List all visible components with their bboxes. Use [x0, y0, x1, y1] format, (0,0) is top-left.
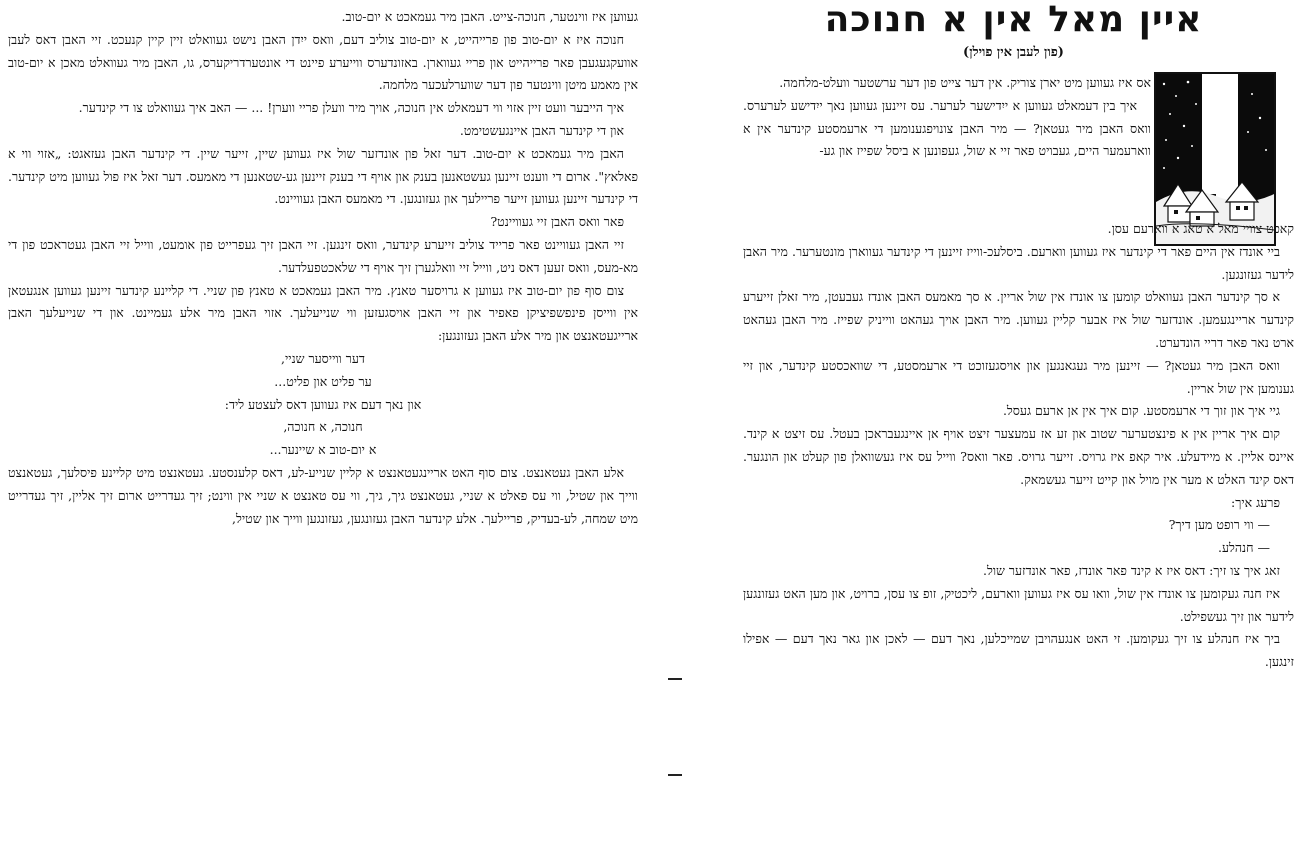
paragraph: איז חנה געקומען צו אונדז אין שול, וואו עס איז געווען ווארעם, ליכטיק, זופ צו עסן, ברויט, און מען האט געזונגען לידער און זיך געשפילט.: [743, 585, 1294, 624]
left-column-text: [8, 6, 638, 530]
paragraph: א סך קינדער האבן געוואלט קומען צו אונדז אין שול אריין. א סך מאמעס האבן אונדז געבעטן, מיר זאלן זייערע קינדער אריינגעמען. אונדזער שול איז אבער קליין געווען. מיר האבן אויך געהאט ווייניק שפייז. מיר האבן געהאט ארט נאר פאר דריי הונדערט.: [743, 289, 1294, 350]
margin-mark: [668, 678, 682, 680]
paragraph: איך בין דעמאלט געווען א ייִדישער לערער. עס זיינען געווען נאך ייִדישע לערערס. וואס האבן מיר געטאן? — מיר האבן צונויפגענומען די ארעמסטע קינדער אין א ווארעמער היים, געבויט פאר זיי א שול, געפונען א ביסל שפייז און גע-: [743, 97, 1151, 159]
paragraph: פאר וואס האבן זיי געוויינט?: [490, 214, 624, 230]
paragraph: אלע האבן געטאנצט. צום סוף האט אריינגעטאנצט א קליין שנייע-לע, דאס קלענסטע. געטאנצט מיט קליינע פיסלעך, געטאנצט ווייך און שטיל, ווי עס פאלט א שניי, געטאנצט גיך, גיך, ווי עס טאנצט א שניי אין ווינט; זיך געדרייט ארום זיך אליין, זיך געדרייט מיט שמחה, לע-בעדיק, פריילעך. אלע קינדער האבן געזונגען, געזונגען ווייך און שטיל,: [8, 464, 638, 526]
story-subtitle: (פון לעבן אין פוילן): [963, 45, 1064, 60]
paragraph: געווען איז ווינטער, חנוכה-צייט. האבן מיר געמאכט א יום-טוב.: [341, 9, 638, 24]
paragraph: זיי האבן געוויינט פאר פרייד צוליב זייערע קינדער, וואס זינגען. זיי האבן זיך געפרייט פון אומעט, ווייל זיי האבן געטראכט פון די מא-מעס, וואס זעען דאס ניט, ווייל זיי וואלגערן זיך אויף די שלאכטפעלדער.: [8, 236, 638, 275]
paragraph: צום סוף פון יום-טוב איז געווען א גרויסער טאנץ. מיר האבן געמאכט א טאנץ פון שניי. די קליינע קינדער זיינען געווען אנגעטאן אין ווייסן פינפשפיציקן פאפיר און זיי האבן אויסגעזען ווי שנייעלעך. אזוי האבן מיר אלע געמיינט. און די שנייעלעך האבן ארייגעטאנצט און מיר אלע האבן געזונגען:: [8, 282, 638, 344]
paragraph: חנוכה איז א יום-טוב פון פרייהייט, א יום-טוב צוליב דעם, וואס ייִדן האבן נישט געוואלט זיין קיין קנעכט. זיי האבן דאס לעבן אוועקגעגעבן פאר פרייהייט און פריי געווארן. באזונדערס ווייערע פיינט די אונטערדריקערס, גו, האבן מיר געוואלט מאכן א יום-טוב אין מאמע מיטן ווינטער פון דער שווערלעכער מלחמה.: [8, 31, 638, 93]
paragraph: און די קינדער האבן איינגעשטימט.: [459, 122, 624, 138]
paragraph: קאכט צוויי מאל א טאג א ווארעם עסן.: [1107, 221, 1294, 236]
dialog-line: — חנהלע.: [1217, 540, 1270, 556]
left-page: [0, 0, 650, 867]
paragraph: זאג איך צו זיך: דאס איז א קינד פאר אונדז, פאר אונדזער שול.: [983, 562, 1280, 578]
verse-line: חנוכה, א חנוכה,: [283, 419, 363, 435]
paragraph: וואס האבן מיר געטאן? — זיינען מיר געגאנגען און אויסגעזוכט די ארעמסטע, די שוואכסטע קינדער, און זיי גענומען אין שול אריין.: [743, 357, 1294, 396]
verse-line: און נאך דעם איז געווען דאס לעצטע ליד:: [224, 396, 422, 412]
verse-line: ער פליט און פליט...: [274, 373, 372, 389]
verse-line: דער ווייסער שניי,: [281, 350, 365, 366]
margin-mark: [668, 774, 682, 776]
dialog-line: — ווי רופט מען דיך?: [1168, 517, 1270, 533]
paragraph: ביך איז חנהלע צו זיך געקומען. זי האט אנגעהויבן שמייכלען, נאך דעם — לאכן און גאר נאך דעם — אפילו זינגען.: [743, 631, 1294, 670]
verse-line: א יום-טוב א שיינער...: [269, 442, 377, 458]
paragraph: האבן מיר געמאכט א יום-טוב. דער זאל פון אונדזער שול איז געווען שיין, זייער שיין. די קינדער האבן געזאגט: „אזוי ווי א פאלאץ". ארום די ווענט זיינען געשטאנען בענק און אויף די בענק זיינען גע-שטאנען די מאמעס. דער זאל איז פול געווען מיט קינדער. די קינדער זיינען געווען זייער פריילעך און געזונגען. די מאמעס האבן געוויינט.: [8, 145, 638, 207]
paragraph: ביי אונדז אין היים פאר די קינדער איז געווען ווארעם. ביסלעכ-ווייז זיינען די קינדער געווארן מונטערער. מיר האבן לידער געזונגען.: [743, 243, 1294, 282]
story-title: איין מאל אין א חנוכה: [824, 0, 1203, 40]
paragraph: קום איך אריין אין א פינצטערער שטוב און זע אז עמעצער זיצט אויף אן איינגעבראכן בעטל. עס זיצט א קינד. איינס אליין. א מיידעלע. איר קאפ איז גרויס. זייער גרויס. פאר וואס? ווייל עס איז געשוואלן פון קעלט און הונגער. דאס קינד האלט א מער אין מויל און קייט זייער געשמאק.: [743, 426, 1294, 487]
right-column-text: [743, 218, 1294, 674]
paragraph: איך הייבער וועט זיין אזוי ווי דעמאלט אין חנוכה, אויך מיר וועלן פריי ווערן! ... — האב איך געוואלט צו די קינדער.: [78, 100, 624, 116]
paragraph: גיי איך און זוך די ארעמסטע. קום איך אין אן ארעם געסל.: [1002, 403, 1280, 419]
right-page: [715, 0, 1302, 867]
paragraph: אס איז געווען מיט יארן צוריק. אין דער צייט פון דער ערשטער וועלט-מלחמה.: [779, 75, 1151, 90]
paragraph: פרעג איך:: [1231, 494, 1280, 510]
